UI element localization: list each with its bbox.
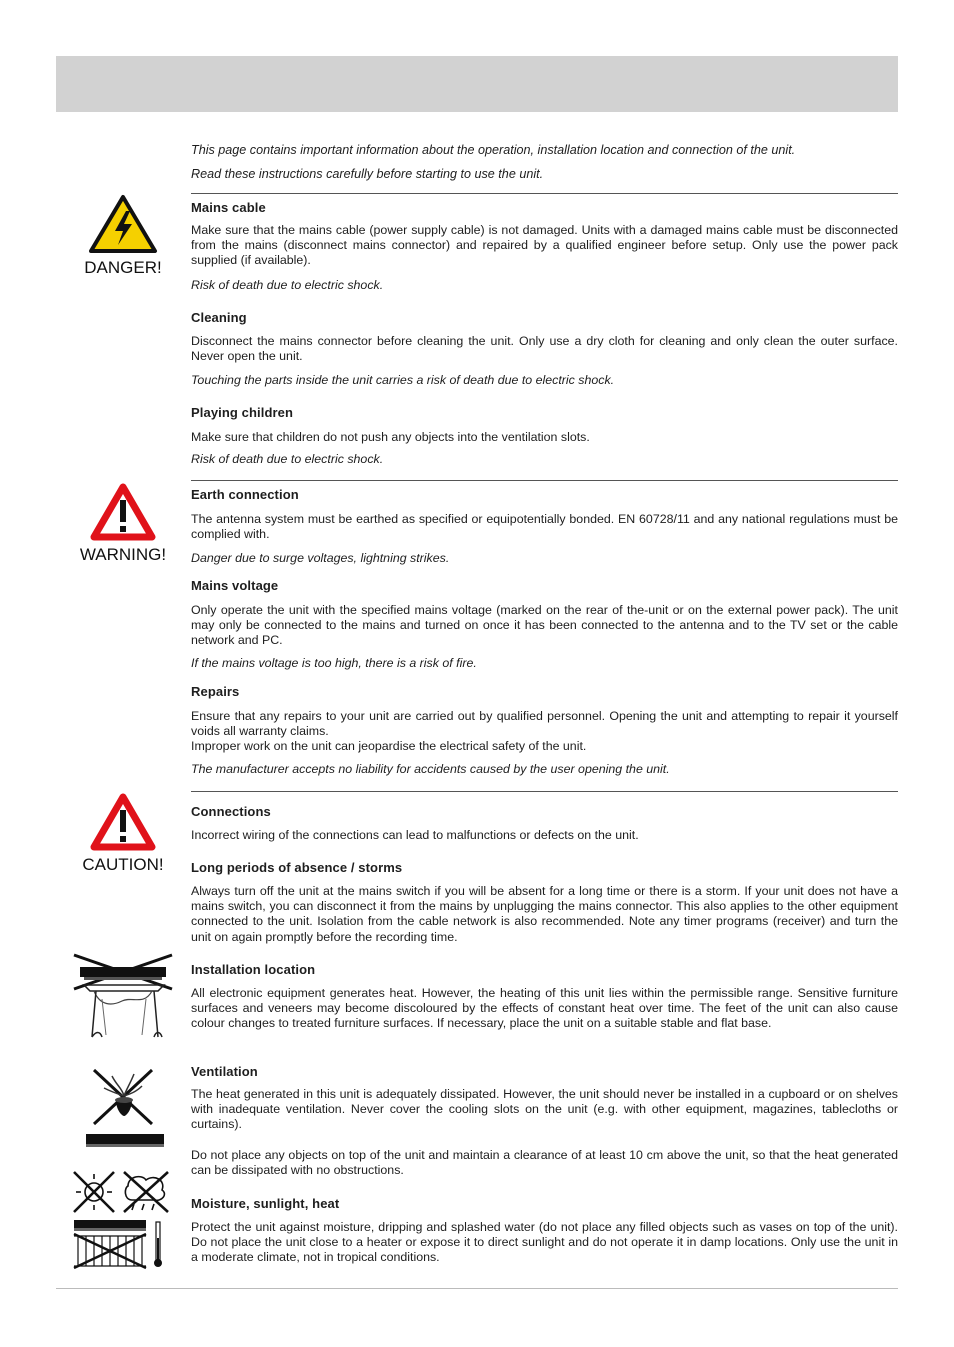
installation-location-text: All electronic equipment generates heat. However, the heating of this unit lies within the permissible range. Sensitive furniture surfaces and veneers may become discoloured by the effects of constant heat over time. The feet of the unit can also cause colour changes to treated furniture surfaces. If necessary, place the unit on a suitable stable and flat base. — [191, 986, 898, 1031]
earth-connection-text: The antenna system must be earthed as specified or equipotentially bonded. EN 60728/11 and any national regulations must be complied with. — [191, 512, 898, 542]
intro-line-2: Read these instructions carefully before starting to use the unit. — [191, 167, 544, 181]
mains-voltage-risk: If the mains voltage is too high, there is a risk of fire. — [191, 656, 477, 670]
playing-children-text: Make sure that children do not push any objects into the ventilation slots. — [191, 430, 590, 444]
mains-cable-text: Make sure that the mains cable (power supply cable) is not damaged. Units with a damaged mains cable must be disconnected from the mains (disconnect mains connector) and repaired by a qualified engineer before setup. Only use the power pack supplied (if available). — [191, 223, 898, 268]
warning-label: WARNING! — [79, 545, 167, 564]
absence-storms-text: Always turn off the unit at the mains switch if you will be absent for a long time or there is a storm. If your unit does not have a mains switch, you can disconnect it from the mains by unplugging the mains connector. This also applies to the other equipment connected to the unit. Isolation from the cable network is also recommended. Note any timer programs (receiver) and turn the unit on again promptly before the recording time. — [191, 884, 898, 944]
no-furniture-surface-icon — [72, 951, 176, 1043]
connections-text: Incorrect wiring of the connections can lead to malfunctions or defects on the unit. — [191, 828, 639, 842]
repairs-liability-note: The manufacturer accepts no liability for accidents caused by the user opening the unit. — [191, 762, 670, 776]
footer-divider — [56, 1288, 898, 1289]
section-divider — [191, 193, 898, 194]
moisture-sunlight-heat-text: Protect the unit against moisture, dripping and splashed water (do not place any filled objects such as vases on top of the unit). Do not place the unit close to a heater or expose it to direct sunlight and do not operate it in damp locations. Only use the unit in a moderate climate, not in tropical conditions. — [191, 1220, 898, 1265]
connections-title: Connections — [191, 804, 271, 819]
ventilation-text: The heat generated in this unit is adequately dissipated. However, the unit should never be installed in a cupboard or on shelves with inadequate ventilation. Never cover the cooling slots on the unit (e.g. with other equipment, magazines, tablecloths or curtains). — [191, 1087, 898, 1132]
playing-children-title: Playing children — [191, 405, 294, 420]
earth-connection-title: Earth connection — [191, 487, 299, 502]
mains-voltage-text: Only operate the unit with the specified mains voltage (marked on the rear of the-unit or on the external power pack). The unit may only be connected to the mains and turned on once it has been connected to the antenna and to the TV set or the cable network and PC. — [191, 603, 898, 648]
header-bar — [56, 56, 898, 112]
sun-rain-radiator-thermometer-icon — [70, 1168, 174, 1270]
absence-storms-title: Long periods of absence / storms — [191, 860, 403, 875]
exclamation-triangle-icon — [90, 483, 156, 541]
installation-location-title: Installation location — [191, 962, 316, 977]
mains-cable-risk: Risk of death due to electric shock. — [191, 278, 384, 292]
electric-shock-warning-icon — [88, 194, 158, 254]
repairs-text-2: Improper work on the unit can jeopardise the electrical safety of the unit. — [191, 739, 587, 753]
ventilation-clearance-text: Do not place any objects on top of the unit and maintain a clearance of at least 10 cm above the unit, so that the heat generated can be dissipated with no obstructions. — [191, 1148, 898, 1178]
section-divider — [191, 791, 898, 792]
danger-label: DANGER! — [84, 258, 162, 277]
moisture-sunlight-heat-title: Moisture, sunlight, heat — [191, 1196, 340, 1211]
intro-line-1: This page contains important information about the operation, installation location and connection of the unit. — [191, 143, 796, 157]
repairs-title: Repairs — [191, 684, 240, 699]
earth-connection-risk: Danger due to surge voltages, lightning strikes. — [191, 551, 450, 565]
mains-cable-title: Mains cable — [191, 200, 266, 215]
ventilation-title: Ventilation — [191, 1064, 258, 1079]
cleaning-title: Cleaning — [191, 310, 247, 325]
mains-voltage-title: Mains voltage — [191, 578, 279, 593]
caution-label: CAUTION! — [82, 855, 164, 874]
playing-children-risk: Risk of death due to electric shock. — [191, 452, 384, 466]
cleaning-text: Disconnect the mains connector before cleaning the unit. Only use a dry cloth for cleaning and only clean the outer surface. Never open the unit. — [191, 334, 898, 364]
exclamation-triangle-icon — [90, 793, 156, 851]
cleaning-risk: Touching the parts inside the unit carries a risk of death due to electric shock. — [191, 373, 615, 387]
repairs-text: Ensure that any repairs to your unit are carried out by qualified personnel. Opening the unit and attempting to repair it yourself voids all warranty claims. — [191, 709, 898, 739]
no-plants-on-unit-icon — [82, 1066, 168, 1150]
section-divider — [191, 480, 898, 481]
